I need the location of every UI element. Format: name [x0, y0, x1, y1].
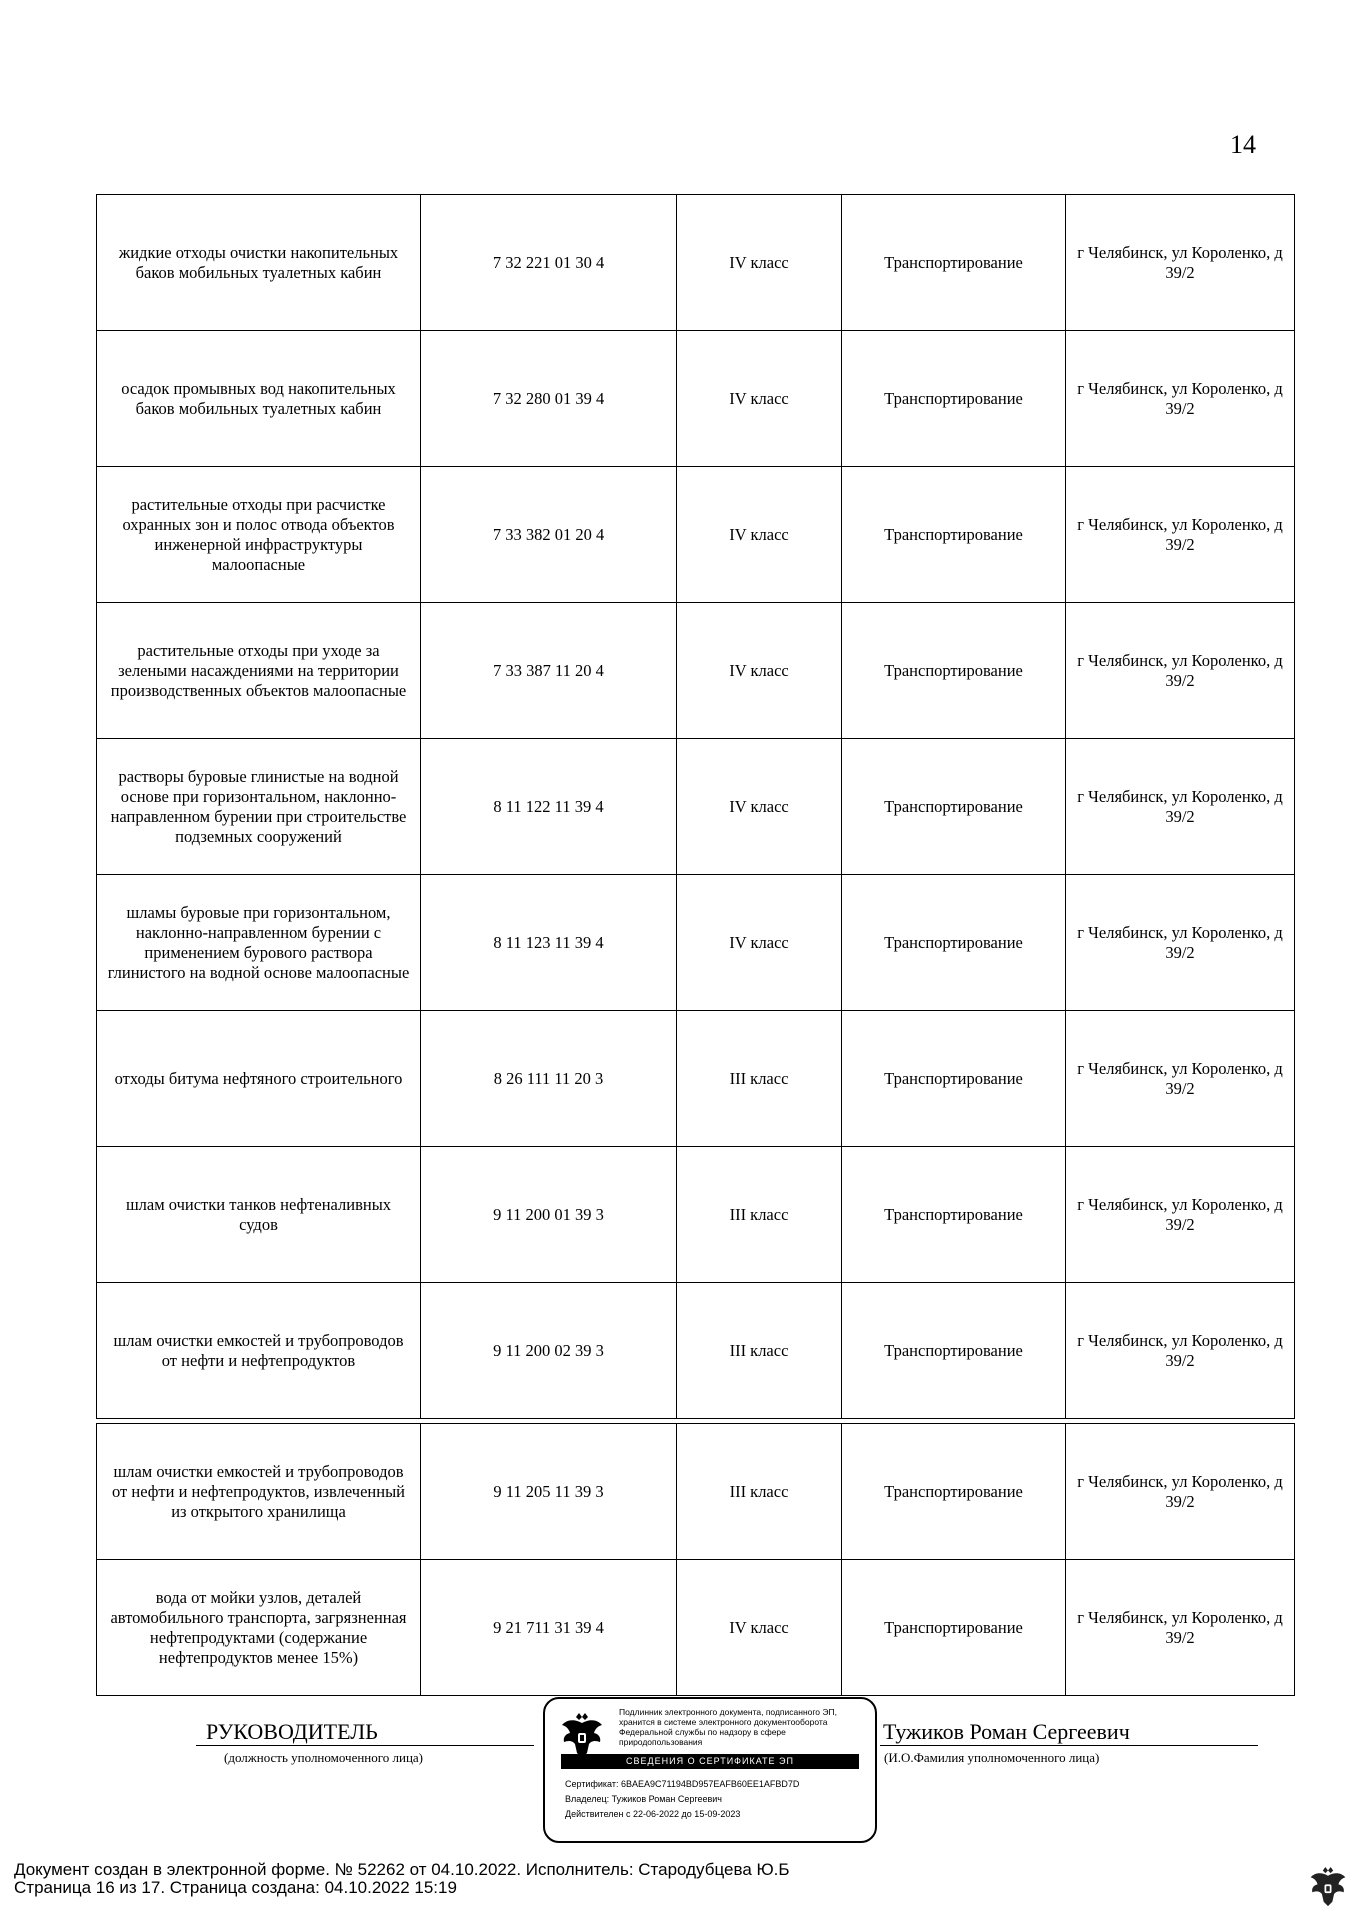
footer-line-2: Страница 16 из 17. Страница создана: 04.10.2022 15:19: [14, 1878, 457, 1897]
hazard-class-cell: IV класс: [677, 1560, 842, 1696]
table-row: [97, 1011, 1295, 1147]
waste-name-cell: шлам очистки танков нефтеналивных судов: [97, 1147, 421, 1283]
fkko-code-cell: 9 11 200 02 39 3: [421, 1283, 677, 1419]
hazard-class-cell: III класс: [677, 1011, 842, 1147]
fkko-code-cell: 9 21 711 31 39 4: [421, 1560, 677, 1696]
name-caption: (И.О.Фамилия уполномоченного лица): [884, 1750, 1100, 1765]
address-cell: г Челябинск, ул Короленко, д 39/2: [1066, 603, 1295, 739]
waste-name-cell: шлам очистки емкостей и трубопроводов от нефти и нефтепродуктов, извлеченный из открытого хранилища: [97, 1424, 421, 1560]
address-cell: г Челябинск, ул Короленко, д 39/2: [1066, 739, 1295, 875]
address-cell: г Челябинск, ул Короленко, д 39/2: [1066, 331, 1295, 467]
waste-name-cell: шлам очистки емкостей и трубопроводов от нефти и нефтепродуктов: [97, 1283, 421, 1419]
fkko-code-cell: 8 26 111 11 20 3: [421, 1011, 677, 1147]
hazard-class-cell: IV класс: [677, 603, 842, 739]
table-row: [97, 875, 1295, 1011]
activity-type-cell: Транспортирование: [842, 331, 1066, 467]
waste-name-cell: растительные отходы при расчистке охранных зон и полос отвода объектов инженерной инфраструктуры малоопасные: [97, 467, 421, 603]
name-signature-line: [880, 1745, 1258, 1746]
footer-line-1: Документ создан в электронной форме. № 52262 от 04.10.2022. Исполнитель: Стародубцева Ю.Б: [14, 1860, 790, 1879]
activity-type-cell: Транспортирование: [842, 603, 1066, 739]
activity-type-cell: Транспортирование: [842, 1560, 1066, 1696]
waste-name-cell: вода от мойки узлов, деталей автомобильного транспорта, загрязненная нефтепродуктами (содержание нефтепродуктов менее 15%): [97, 1560, 421, 1696]
address-cell: г Челябинск, ул Короленко, д 39/2: [1066, 1424, 1295, 1560]
address-cell: г Челябинск, ул Короленко, д 39/2: [1066, 467, 1295, 603]
activity-type-cell: Транспортирование: [842, 467, 1066, 603]
table-row: [97, 1283, 1295, 1419]
fkko-code-cell: 7 33 382 01 20 4: [421, 467, 677, 603]
fkko-code-cell: 8 11 122 11 39 4: [421, 739, 677, 875]
table-row: [97, 467, 1295, 603]
stamp-description: Подлинник электронного документа, подписанного ЭП, хранится в системе электронного документооборота Федеральной службы по надзору в сфере природопользования: [619, 1707, 837, 1747]
signer-name: Тужиков Роман Сергеевич: [883, 1719, 1130, 1744]
waste-table-continued: [96, 1423, 1295, 1696]
hazard-class-cell: III класс: [677, 1147, 842, 1283]
hazard-class-cell: IV класс: [677, 195, 842, 331]
hazard-class-cell: IV класс: [677, 467, 842, 603]
signer-position: РУКОВОДИТЕЛЬ: [206, 1719, 378, 1744]
waste-table-body: [97, 1424, 1295, 1696]
table-row: [97, 1560, 1295, 1696]
table-row: [97, 195, 1295, 331]
fkko-code-cell: 9 11 200 01 39 3: [421, 1147, 677, 1283]
fkko-code-cell: 9 11 205 11 39 3: [421, 1424, 677, 1560]
activity-type-cell: Транспортирование: [842, 1011, 1066, 1147]
hazard-class-cell: IV класс: [677, 331, 842, 467]
waste-name-cell: жидкие отходы очистки накопительных баков мобильных туалетных кабин: [97, 195, 421, 331]
fkko-code-cell: 7 32 280 01 39 4: [421, 331, 677, 467]
waste-table-body: [97, 195, 1295, 1419]
activity-type-cell: Транспортирование: [842, 1283, 1066, 1419]
table-row: [97, 739, 1295, 875]
address-cell: г Челябинск, ул Короленко, д 39/2: [1066, 1011, 1295, 1147]
table-row: [97, 603, 1295, 739]
hazard-class-cell: III класс: [677, 1424, 842, 1560]
activity-type-cell: Транспортирование: [842, 195, 1066, 331]
double-headed-eagle-icon: [1308, 1864, 1348, 1910]
waste-name-cell: растительные отходы при уходе за зелеными насаждениями на территории производственных объектов малоопасные: [97, 603, 421, 739]
table-row: [97, 1147, 1295, 1283]
activity-type-cell: Транспортирование: [842, 739, 1066, 875]
address-cell: г Челябинск, ул Короленко, д 39/2: [1066, 875, 1295, 1011]
waste-table-main: [96, 194, 1295, 1419]
position-signature-line: [196, 1745, 534, 1746]
waste-name-cell: осадок промывных вод накопительных баков мобильных туалетных кабин: [97, 331, 421, 467]
address-cell: г Челябинск, ул Короленко, д 39/2: [1066, 1560, 1295, 1696]
fkko-code-cell: 7 33 387 11 20 4: [421, 603, 677, 739]
address-cell: г Челябинск, ул Короленко, д 39/2: [1066, 1283, 1295, 1419]
certificate-validity: Действителен с 22-06-2022 до 15-09-2023: [565, 1809, 741, 1819]
waste-name-cell: отходы битума нефтяного строительного: [97, 1011, 421, 1147]
page-number: 14: [1230, 130, 1256, 159]
certificate-owner: Владелец: Тужиков Роман Сергеевич: [565, 1794, 722, 1804]
activity-type-cell: Транспортирование: [842, 875, 1066, 1011]
hazard-class-cell: IV класс: [677, 875, 842, 1011]
electronic-signature-stamp: [543, 1697, 877, 1843]
hazard-class-cell: IV класс: [677, 739, 842, 875]
address-cell: г Челябинск, ул Короленко, д 39/2: [1066, 195, 1295, 331]
address-cell: г Челябинск, ул Короленко, д 39/2: [1066, 1147, 1295, 1283]
waste-name-cell: шламы буровые при горизонтальном, наклонно-направленном бурении с применением бурового раствора глинистого на водной основе малоопасные: [97, 875, 421, 1011]
stamp-header: СВЕДЕНИЯ О СЕРТИФИКАТЕ ЭП: [561, 1754, 859, 1769]
activity-type-cell: Транспортирование: [842, 1147, 1066, 1283]
table-row: [97, 331, 1295, 467]
fkko-code-cell: 7 32 221 01 30 4: [421, 195, 677, 331]
activity-type-cell: Транспортирование: [842, 1424, 1066, 1560]
hazard-class-cell: III класс: [677, 1283, 842, 1419]
waste-name-cell: растворы буровые глинистые на водной основе при горизонтальном, наклонно-направленном бурении при строительстве подземных сооружений: [97, 739, 421, 875]
table-row: [97, 1424, 1295, 1560]
position-caption: (должность уполномоченного лица): [224, 1750, 424, 1765]
fkko-code-cell: 8 11 123 11 39 4: [421, 875, 677, 1011]
document-footer: [14, 1861, 790, 1897]
certificate-number: Сертификат: 6BAEA9C71194BD957EAFB60EE1AFBD7D: [565, 1779, 800, 1789]
